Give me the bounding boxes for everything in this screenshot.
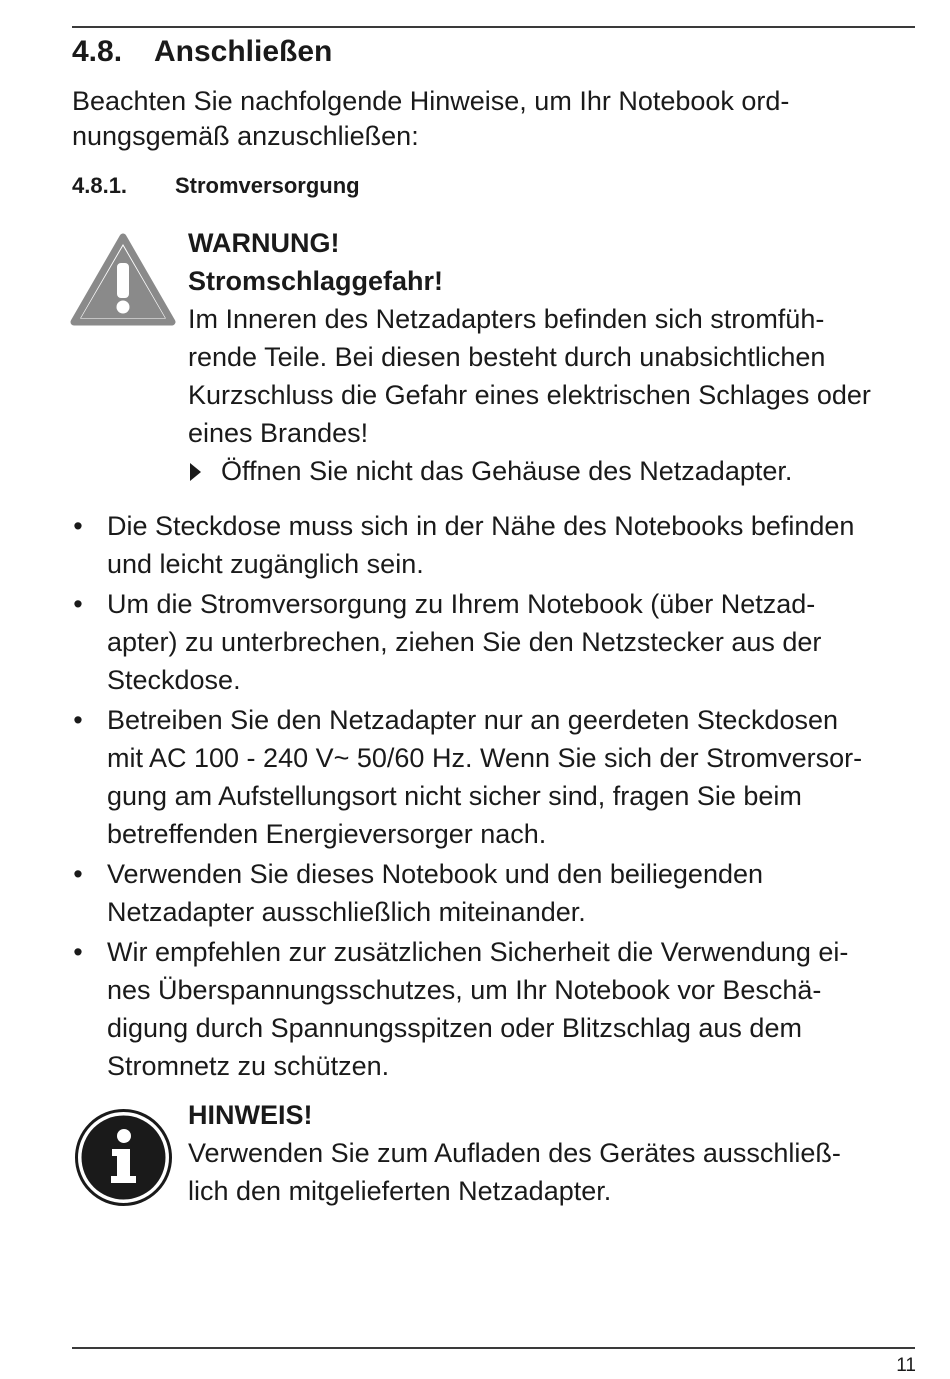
info-circle-icon — [74, 1108, 173, 1207]
list-item-text: Betreiben Sie den Netzadapter nur an geerdeten Steckdosen mit AC 100 - 240 V~ 50/60 Hz. Wenn Sie sich der Stromversor- gung am Aufstellungsort nicht sicher sind, fragen Sie beim betreffenden Energieversorger nach. — [107, 705, 863, 849]
list-item-text: Die Steckdose muss sich in der Nähe des Notebooks befinden und leicht zugänglich sein. — [107, 511, 855, 579]
warning-block — [188, 224, 918, 490]
warning-triangle-icon — [70, 233, 176, 327]
intro-text: Beachten Sie nachfolgende Hinweise, um Ihr Notebook ord- nungsgemäß anzuschließen: — [72, 86, 790, 151]
subsection-heading — [72, 171, 360, 201]
warning-label: WARNUNG! — [188, 228, 340, 258]
section-intro — [72, 84, 912, 154]
list-item-text: Verwenden Sie dieses Notebook und den beiliegenden Netzadapter ausschließlich miteinander. — [107, 859, 764, 927]
section-number: 4.8. — [72, 35, 123, 68]
list-item — [72, 933, 922, 1085]
top-rule — [72, 26, 915, 28]
note-label: HINWEIS! — [188, 1100, 313, 1130]
list-item-text: Um die Stromversorgung zu Ihrem Notebook (über Netzad- apter) zu unterbrechen, ziehen Sie den Netzstecker aus der Steckdose. — [107, 589, 822, 695]
page-number: 11 — [896, 1355, 916, 1376]
list-item — [72, 701, 922, 853]
warning-text: Im Inneren des Netzadapters befinden sich stromfüh- rende Teile. Bei diesen besteht durch unabsichtlichen Kurzschluss die Gefahr eines elektrischen Schlages oder eines Brandes! — [188, 304, 871, 448]
bullet-marker: • — [73, 589, 83, 619]
bullet-list — [72, 507, 922, 1087]
bullet-marker: • — [73, 937, 83, 967]
warning-headline: Stromschlaggefahr! — [188, 266, 444, 296]
warning-action — [188, 452, 918, 490]
note-text: Verwenden Sie zum Aufladen des Gerätes ausschließ- lich den mitgelieferten Netzadapter. — [188, 1138, 841, 1206]
bullet-marker: • — [73, 511, 83, 541]
bullet-marker: • — [73, 859, 83, 889]
list-item-text: Wir empfehlen zur zusätzlichen Sicherheit die Verwendung ei- nes Überspannungsschutzes, um Ihr Notebook vor Beschä- digung durch Spannungsspitzen oder Blitzschlag aus dem Stromnetz zu schützen. — [107, 937, 849, 1081]
note-block — [188, 1096, 918, 1210]
list-item — [72, 507, 922, 583]
bottom-rule — [72, 1347, 915, 1349]
section-title: Anschließen — [154, 35, 333, 68]
action-arrow-icon — [188, 460, 221, 480]
bullet-marker: • — [73, 705, 83, 735]
section-heading — [72, 31, 332, 73]
subsection-title: Stromversorgung — [175, 173, 360, 198]
list-item — [72, 585, 922, 699]
subsection-number: 4.8.1. — [72, 173, 128, 198]
list-item — [72, 855, 922, 931]
warning-action-text: Öffnen Sie nicht das Gehäuse des Netzadapter. — [221, 456, 793, 486]
